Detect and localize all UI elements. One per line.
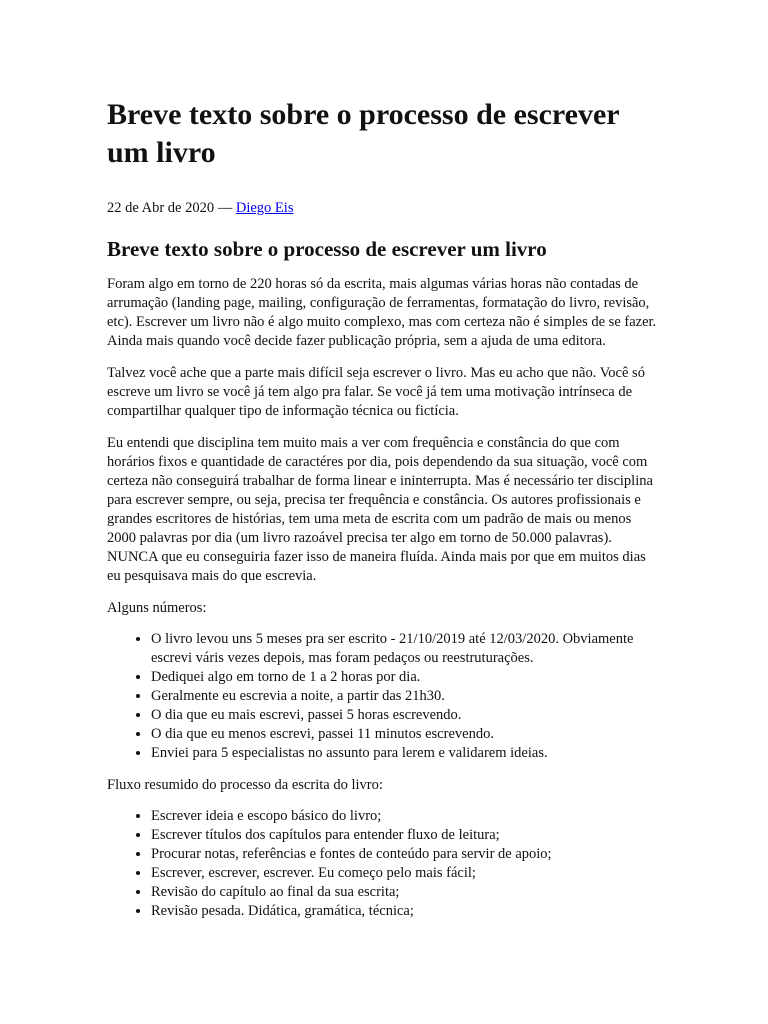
list-item: • Revisão pesada. Didática, gramática, técnica; [151,902,659,921]
list-item: • Revisão do capítulo ao final da sua escrita; [151,883,659,902]
paragraph: Foram algo em torno de 220 horas só da escrita, mais algumas várias horas não contadas de arrumação (landing page, mailing, configuração de ferramentas, formatação do livro, revisão, etc). Escrever um livro não é algo muito complexo, mas com certeza não é simples de se fazer. Ainda mais quando você decide fazer publicação própria, sem a ajuda de uma editora. [107,276,657,349]
article [107,96,659,921]
numbers-list [107,630,659,763]
list-item: • O dia que eu menos escrevi, passei 11 minutos escrevendo. [151,725,659,744]
publish-date: 22 de Abr de 2020 [107,200,215,216]
list-item: • Escrever ideia e escopo básico do livro; [151,807,659,826]
list-item: • Escrever títulos dos capítulos para entender fluxo de leitura; [151,826,659,845]
list-item: • Procurar notas, referências e fontes de conteúdo para servir de apoio; [151,845,659,864]
list-item: • O dia que eu mais escrevi, passei 5 horas escrevendo. [151,706,659,725]
paragraph: Talvez você ache que a parte mais difícil seja escrever o livro. Mas eu acho que não. Você só escreve um livro se você já tem algo pra falar. Se você já tem uma motivação intrínseca de compartilhar qualquer tipo de informação técnica ou fictícia. [107,365,645,419]
article-title: Breve texto sobre o processo de escrever um livro [107,98,620,169]
list-item: • Dediquei algo em torno de 1 a 2 horas por dia. [151,668,659,687]
list-item: • O livro levou uns 5 meses pra ser escrito - 21/10/2019 até 12/03/2020. Obviamente escrevi váris vezes depois, mas foram pedaços ou reestruturações. [151,630,659,668]
numbers-label: Alguns números: [107,600,207,616]
flow-list [107,807,659,921]
paragraph: Eu entendi que disciplina tem muito mais a ver com frequência e constância do que com horários fixos e quantidade de caractéres por dia, pois dependendo da sua situação, você com certeza não conseguirá trabalhar de forma linear e ininterrupta. Mas é necessário ter disciplina para escrever sempre, ou seja, precisa ter frequência e constância. Os autores profissionais e grandes escritores de histórias, tem uma meta de escrita com um padrão de mais ou menos 2000 palavras por dia (um livro razoável precisa ter algo em torno de 50.000 palavras). NUNCA que eu conseguiria fazer isso de maneira fluída. Ainda mais por que em muitos dias eu pesquisava mais do que escrevia. [107,435,653,584]
flow-label: Fluxo resumido do processo da escrita do livro: [107,777,383,793]
byline-separator: — [214,200,236,216]
list-item: • Geralmente eu escrevia a noite, a partir das 21h30. [151,687,659,706]
author-link[interactable]: Diego Eis [235,200,294,216]
list-item: • Escrever, escrever, escrever. Eu começo pelo mais fácil; [151,864,659,883]
article-subtitle: Breve texto sobre o processo de escrever um livro [107,237,547,261]
list-item: • Enviei para 5 especialistas no assunto para lerem e validarem ideias. [151,744,659,763]
byline [107,199,659,217]
